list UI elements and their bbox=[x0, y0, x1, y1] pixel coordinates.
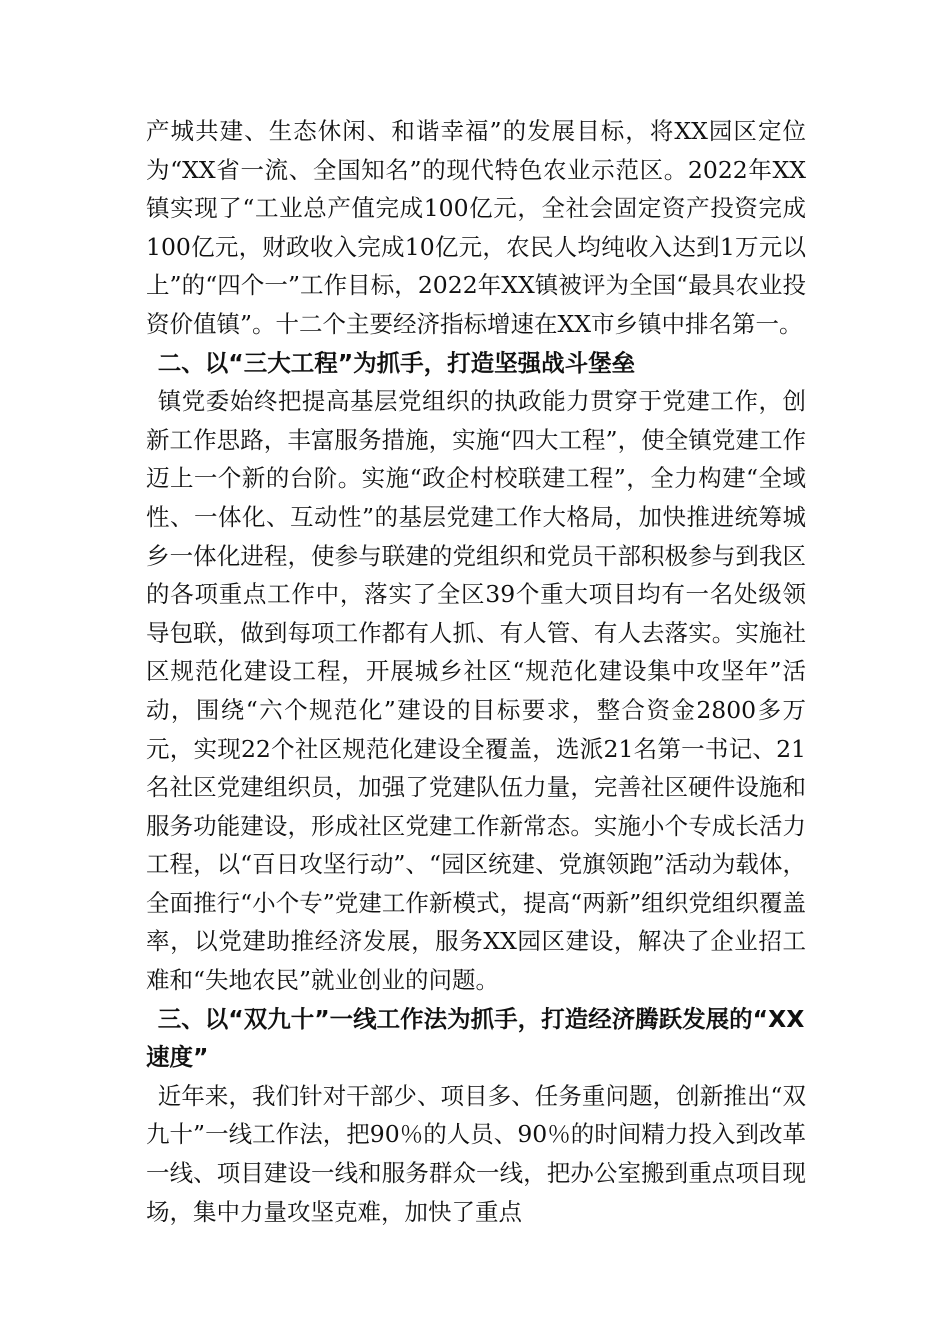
section-2-paragraph: 镇党委始终把提高基层党组织的执政能力贯穿于党建工作，创新工作思路，丰富服务措施，实施“四大工程”，使全镇党建工作迈上一个新的台阶。实施“政企村校联建工程”，全力构建“全域性、一体化、互动性”的基层党建工作大格局，加快推进统筹城乡一体化进程，使参与联建的党组织和党员干部积极参与到我区的各项重点工作中，落实了全区39个重大项目均有一名处级领导包联，做到每项工作都有人抓、有人管、有人去落实。实施社区规范化建设工程，开展城乡社区“规范化建设集中攻坚年”活动，围绕“六个规范化”建设的目标要求，整合资金2800多万元，实现22个社区规范化建设全覆盖，选派21名第一书记、21名社区党建组织员，加强了党建队伍力量，完善社区硬件设施和服务功能建设，形成社区党建工作新常态。实施小个专成长活力工程，以“百日攻坚行动”、“园区统建、党旗领跑”活动为载体，全面推行“小个专”党建工作新模式，提高“两新”组织党组织覆盖率，以党建助推经济发展，服务XX园区建设，解决了企业招工难和“失地农民”就业创业的问题。 bbox=[146, 387, 806, 995]
section-heading-3: 三、以“双九十”一线工作法为抓手，打造经济腾跃发展的“XX速度” bbox=[146, 1004, 805, 1072]
intro-paragraph: 产城共建、生态休闲、和谐幸福”的发展目标，将XX园区定位为“XX省一流、全国知名”的现代特色农业示范区。2022年XX镇实现了“工业总产值完成100亿元，全社会固定资产投资完成100亿元，财政收入完成10亿元，农民人均纯收入达到1万元以上”的“四个一”工作目标，2022年XX镇被评为全国“最具农业投资价值镇”。十二个主要经济指标增速在XX市乡镇中排名第一。 bbox=[146, 117, 806, 338]
document-body bbox=[146, 112, 806, 1231]
section-heading-2: 二、以“三大工程”为抓手，打造坚强战斗堡垒 bbox=[157, 348, 636, 377]
section-3-paragraph: 近年来，我们针对干部少、项目多、任务重问题，创新推出“双九十”一线工作法，把90％的人员、90％的时间精力投入到改革一线、项目建设一线和服务群众一线，把办公室搬到重点项目现场，集中力量攻坚克难，加快了重点 bbox=[146, 1081, 806, 1226]
